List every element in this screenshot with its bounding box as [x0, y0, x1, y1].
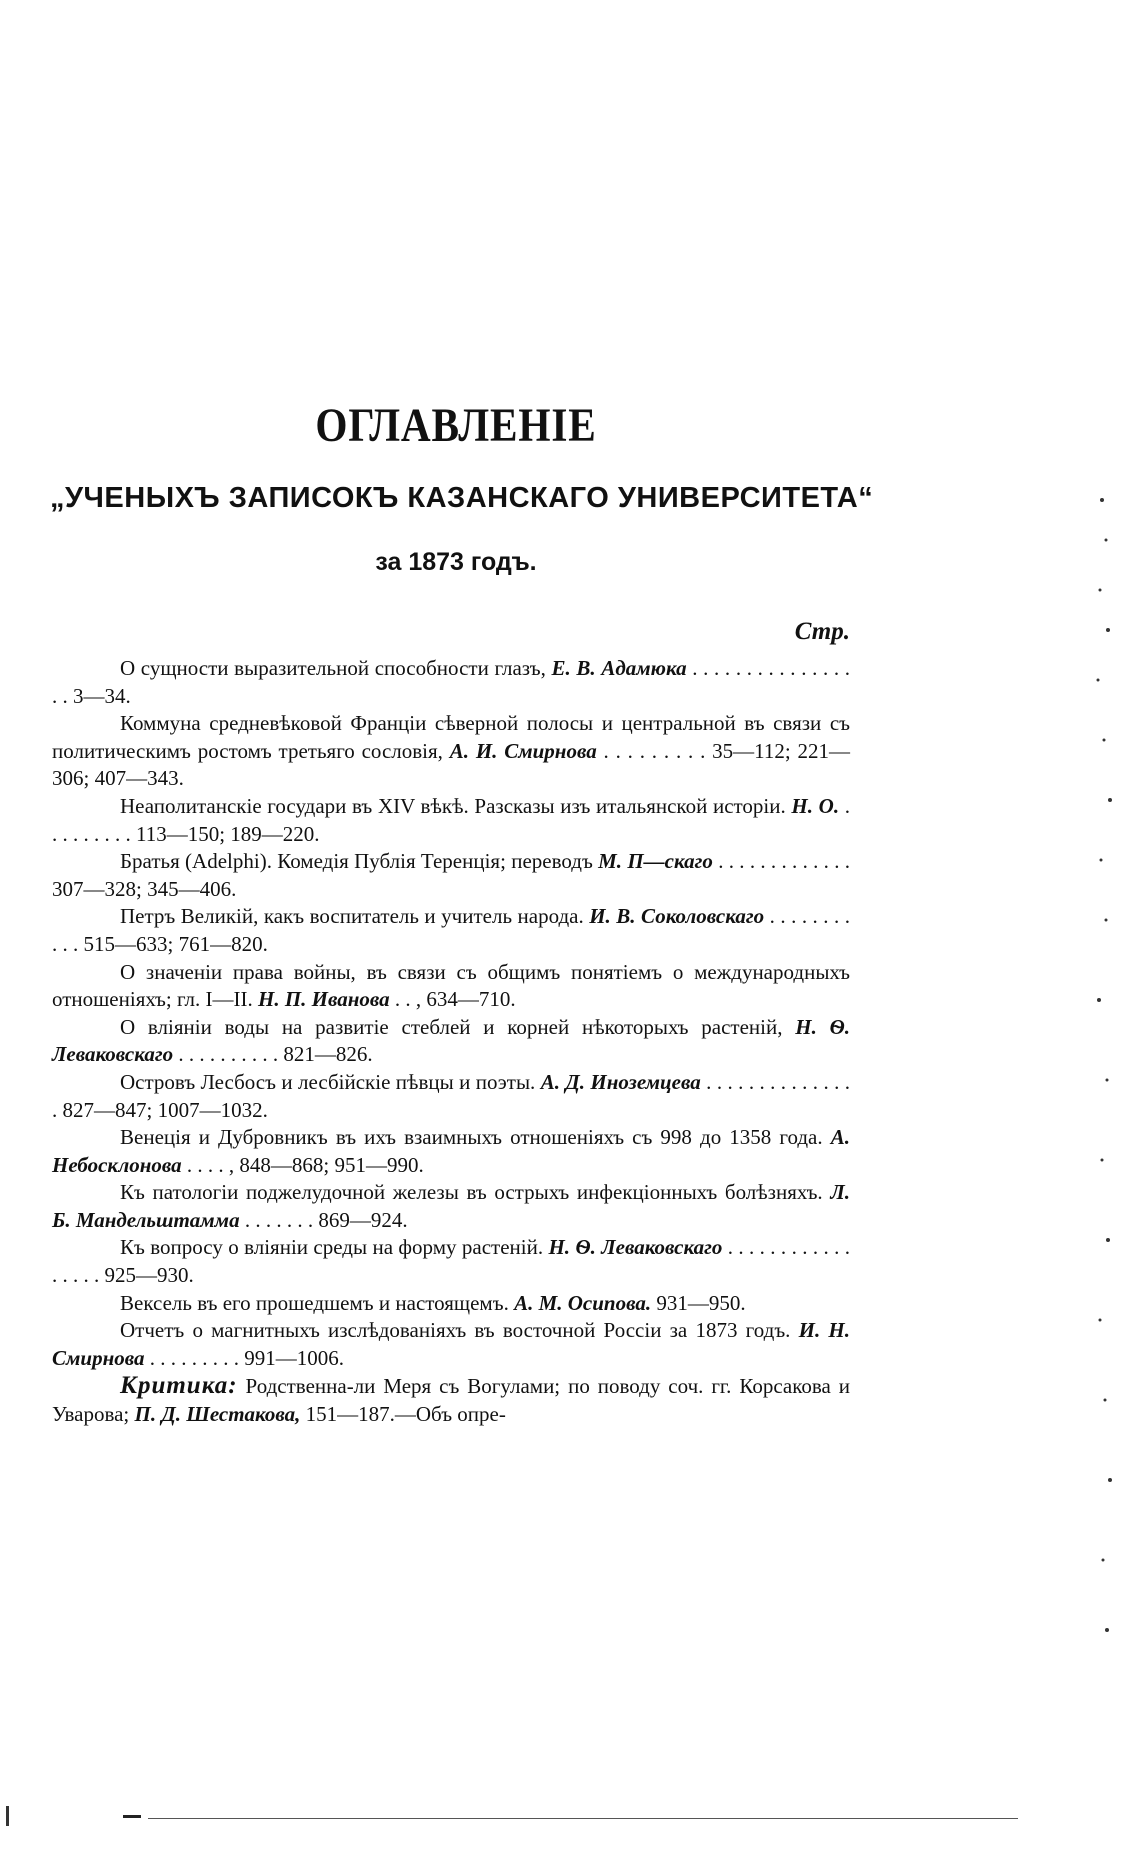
margin-mark: [6, 1806, 9, 1826]
toc-pages: . . . . . . . 869—924.: [244, 1207, 408, 1232]
toc-pages: . . . . . . . . . 113—150; 189—220.: [52, 793, 851, 846]
toc-author: Л. Б. Мандельштамма: [52, 1180, 850, 1232]
toc-entry: Вексель въ его прошедшемъ и настоящемъ. А. М. Осипова. 931—950.: [120, 1290, 746, 1315]
toc-entry: Отчетъ о магнитныхъ изслѣдованіяхъ въ восточной Россіи за 1873 годъ. И. Н. Смирнова . . . . . . . . . 991—1006.: [52, 1318, 851, 1370]
toc-pages: . . . . , 848—868; 951—990.: [186, 1152, 424, 1177]
toc-pages: . . . . . . . . . . . . . . . 827—847; 1007—1032.: [52, 1069, 851, 1122]
critique-label: Критика:: [120, 1372, 238, 1400]
footer-dash: [123, 1815, 141, 1818]
journal-subtitle: „УЧЕНЫХЪ ЗАПИСОКЪ КАЗАНСКАГО УНИВЕРСИТЕТА“: [50, 482, 874, 514]
toc-author: И. Н. Смирнова: [52, 1318, 851, 1370]
toc-author: П. Д. Шестакова,: [134, 1402, 301, 1427]
toc-pages: . . . . . . . . . 991—1006.: [149, 1345, 344, 1370]
toc-author: А. И. Смирнова: [449, 738, 597, 763]
toc-entry: О вліяніи воды на развитіе стеблей и корней нѣкоторыхъ растеній, Н. Ѳ. Леваковскаго . . . . . . . . . . 821—826.: [52, 1014, 851, 1067]
toc-pages: . . . . . . . . . . . . . . . . . 3—34.: [52, 656, 851, 708]
toc-pages: 931—950.: [656, 1290, 746, 1315]
toc-author: Н. П. Иванова: [258, 987, 390, 1012]
toc-entry: Неаполитанскіе государи въ XIV вѣкѣ. Разсказы изъ итальянской исторіи. Н. О. . . . . . . . . . 113—150; 189—220.: [52, 793, 851, 846]
toc-entry: Венеція и Дубровникъ въ ихъ взаимныхъ отношеніяхъ съ 998 до 1358 года. А. Небосклонова . . . . , 848—868; 951—990.: [52, 1125, 851, 1177]
toc-pages: . . . . . . . . . . . 515—633; 761—820.: [52, 904, 851, 956]
toc-pages: . . . . . . . . . . . . . 307—328; 345—406.: [52, 849, 851, 901]
toc-entry: Коммуна средневѣковой Франціи сѣверной полосы и центральной въ связи съ политическимъ ростомъ третьяго сословія, А. И. Смирнова . . . . . . . . . 35—112; 221—306; 407—343.: [52, 711, 851, 791]
pages-column-label: Стр.: [794, 618, 850, 645]
toc-entry: Къ вопросу о вліяніи среды на форму растеній. Н. Ѳ. Леваковскаго . . . . . . . . . . . . . . . . . 925—930.: [52, 1235, 851, 1288]
toc-entry: Петръ Великій, какъ воспитатель и учитель народа. И. В. Соколовскаго . . . . . . . . . . . 515—633; 761—820.: [52, 904, 851, 956]
footer-rule: [148, 1818, 1018, 1819]
toc-author: Н. Ѳ. Леваковскаго: [52, 1014, 851, 1067]
toc-author: А. М. Осипова.: [514, 1290, 652, 1315]
toc-author: А. Небосклонова: [52, 1125, 851, 1177]
page-edge-specks: [1088, 480, 1118, 1660]
toc-author: И. В. Соколовскаго: [589, 904, 765, 929]
page-title: ОГЛАВЛЕНIЕ: [315, 399, 597, 452]
toc-entry: Братья (Adelphi). Комедія Публія Теренція; переводъ М. П—скаго . . . . . . . . . . . . . 307—328; 345—406.: [52, 849, 851, 901]
year-line: за 1873 годъ.: [375, 548, 537, 576]
toc-author: А. Д. Иноземцева: [540, 1069, 701, 1094]
toc-entry: Островъ Лесбосъ и лесбійскіе пѣвцы и поэты. А. Д. Иноземцева . . . . . . . . . . . . . . . 827—847; 1007—1032.: [52, 1069, 851, 1122]
toc-pages: . . . . . . . . . . . . . . . . . 925—930.: [52, 1235, 851, 1288]
toc-pages: . . . . . . . . . . 821—826.: [178, 1042, 373, 1067]
toc-author: Н. Ѳ. Леваковскаго: [548, 1235, 723, 1260]
toc-author: М. П—скаго: [598, 849, 713, 874]
toc-pages: . . , 634—710.: [394, 987, 516, 1012]
toc-entry: Къ патологіи поджелудочной железы въ острыхъ инфекціонныхъ болѣзняхъ. Л. Б. Мандельштамма . . . . . . . 869—924.: [52, 1180, 850, 1232]
toc-author: Е. В. Адамюка: [551, 656, 687, 680]
toc-entry: О значеніи права войны, въ связи съ общимъ понятіемъ о международныхъ отношеніяхъ; гл. I—II. Н. П. Иванова . . , 634—710.: [52, 959, 850, 1012]
toc-author: Н. О.: [791, 793, 840, 818]
toc-entry: О сущности выразительной способности глазъ, Е. В. Адамюка . . . . . . . . . . . . . . . . . 3—34.: [52, 656, 851, 708]
toc-pages: . . . . . . . . . 35—112; 221—306; 407—343.: [52, 738, 851, 791]
table-of-contents: [52, 655, 850, 1429]
toc-critique: Критика: Родственна-ли Меря съ Вогулами; по поводу соч. гг. Корсакова и Уварова; П. Д. Шестакова, 151—187.—Объ опре-: [52, 1372, 851, 1427]
